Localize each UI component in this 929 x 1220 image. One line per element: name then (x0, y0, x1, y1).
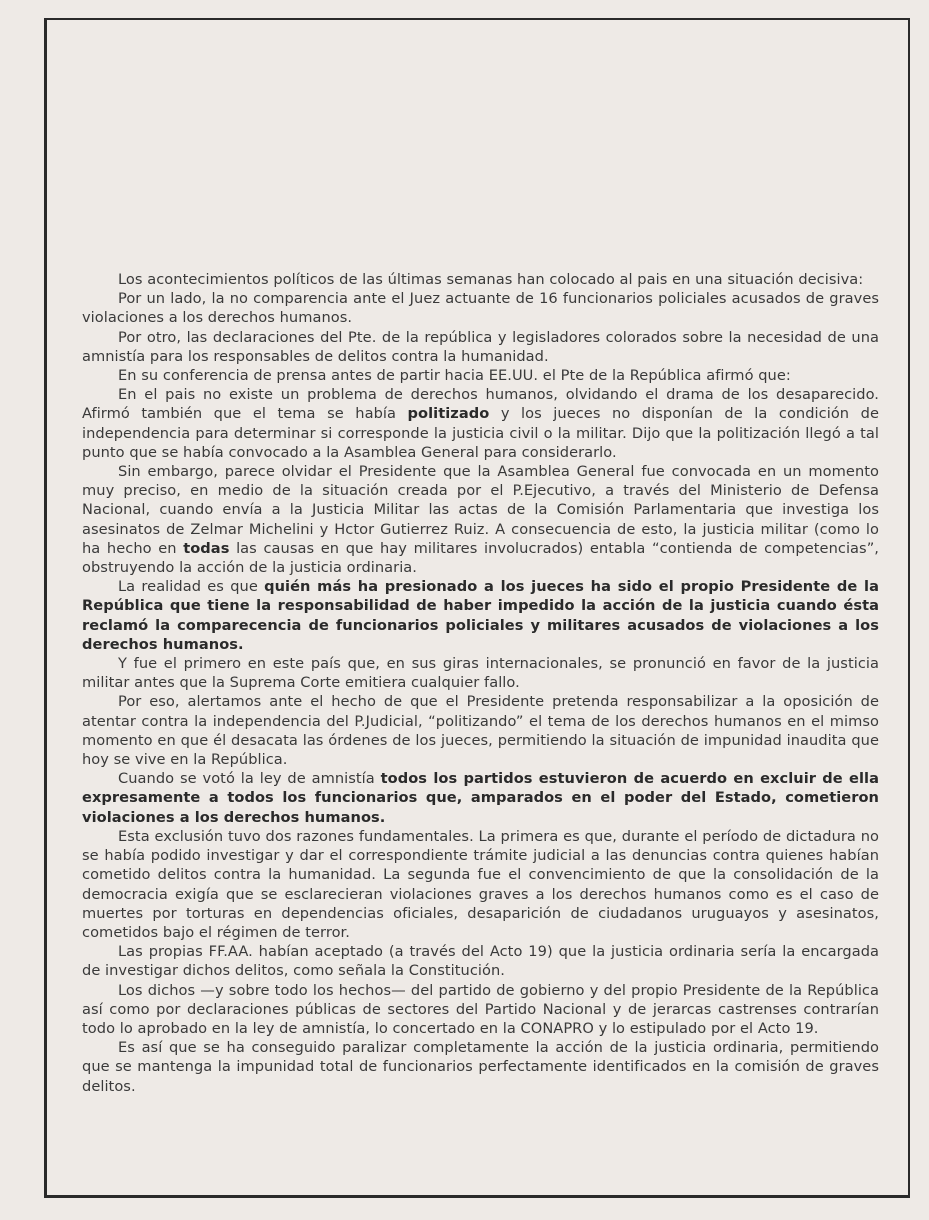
bold-text-run: todos los partidos estuvieron de acuerdo en excluir de ella expresamente a todos los funcionarios que, amparados en el poder del Estado, cometieron violaciones a los derechos humanos. (82, 770, 879, 826)
text-run: Los acontecimientos políticos de las últimas semanas han colocado al pais en una situación decisiva: (118, 271, 864, 288)
paragraph (82, 654, 879, 692)
text-run: Por eso, alertamos ante el hecho de que el Presidente pretenda responsabilizar a la oposición de atentar contra la independencia del P.Judicial, “politizando” el tema de los derechos humanos en el mimso momento en que él desacata las órdenes de los jueces, permitiendo la situación de impunidad inaudita que hoy se vive en la República. (82, 693, 879, 769)
text-run: En el pais no existe un problema de derechos humanos, olvidando el drama de los desaparecido. Afirmó también que el tema se había (82, 386, 879, 423)
text-run: Sin embargo, parece olvidar el Presidente que la Asamblea General fue convocada en un momento muy preciso, en medio de la situación creada por el P.Ejecutivo, a través del Ministerio de Defensa Nacional, cuando envía a la Justicia Militar las actas de la Comisión Parlamentaria que investiga los asesinatos de Zelmar Michelini y Hctor Gutierrez Ruiz. A consecuencia de esto, la justicia militar (como lo ha hecho en (82, 463, 879, 557)
text-run: Es así que se ha conseguido paralizar completamente la acción de la justicia ordinaria, permitiendo que se mantenga la impunidad total de funcionarios perfectamente identificados en la comisión de graves delitos. (82, 1039, 879, 1095)
document-body (82, 270, 879, 1096)
text-run: Y fue el primero en este país que, en sus giras internacionales, se pronunció en favor de la justicia militar antes que la Suprema Corte emitiera cualquier fallo. (82, 655, 879, 692)
text-run: En su conferencia de prensa antes de partir hacia EE.UU. el Pte de la República afirmó que: (118, 367, 791, 385)
paragraph (82, 385, 879, 462)
paragraph (82, 270, 879, 289)
text-run: Por un lado, la no comparencia ante el Juez actuante de 16 funcionarios policiales acusados de graves violaciones a los derechos humanos. (82, 290, 879, 327)
bold-text-run: todas (183, 539, 230, 557)
paragraph (82, 981, 879, 1039)
bold-text-run: politizado (407, 405, 490, 423)
paragraph (82, 769, 879, 827)
paragraph (82, 692, 879, 769)
bold-text-run: quién más ha presionado a los jueces ha sido el propio Presidente de la República que tiene la responsabilidad de haber impedido la acción de la justicia cuando ésta reclamó la comparecencia de funcionarios policiales y militares acusados de violaciones a los derechos humanos. (82, 578, 879, 653)
paragraph (82, 1038, 879, 1096)
paragraph (82, 462, 879, 577)
text-run: La realidad es que (118, 578, 265, 596)
paragraph (82, 328, 879, 366)
text-run: las causas en que hay militares involucrados) entabla “contienda de competencias”, obstruyendo la acción de la justicia ordinaria. (82, 539, 879, 577)
paragraph (82, 942, 879, 980)
text-run: Esta exclusión tuvo dos razones fundamentales. La primera es que, durante el período de dictadura no se había podido investigar y dar el correspondiente trámite judicial a las denuncias contra quienes habían cometido delitos contra la humanidad. La segunda fue el convencimiento de que la consolidación de la democracia exigía que se esclarecieran violaciones graves a los derechos humanos como es el caso de muertes por torturas en dependencias oficiales, desaparición de ciudadanos uruguayos y asesinatos, cometidos bajo el régimen de terror. (82, 827, 879, 941)
paragraph (82, 577, 879, 654)
text-run: Los dichos —y sobre todo los hechos— del partido de gobierno y del propio Presidente de la República así como por declaraciones públicas de sectores del Partido Nacional y de jerarcas castrenses contrarían todo lo aprobado en la ley de amnistía, lo concertado en la CONAPRO y lo estipulado por el Acto 19. (82, 981, 879, 1037)
paragraph (82, 366, 879, 385)
text-run: Por otro, las declaraciones del Pte. de la república y legisladores colorados sobre la necesidad de una amnistía para los responsables de delitos contra la humanidad. (82, 328, 879, 365)
text-run: y los jueces no disponían de la condición de independencia para determinar si corresponde la justicia civil o la militar. Dijo que la politización llegó a tal punto que se había convocado a la Asamblea General para considerarlo. (82, 405, 879, 461)
text-run: Las propias FF.AA. habían aceptado (a través del Acto 19) que la justicia ordinaria sería la encargada de investigar dichos delitos, como señala la Constitución. (82, 943, 879, 980)
paragraph (82, 827, 879, 942)
paragraph (82, 289, 879, 327)
text-run: Cuando se votó la ley de amnistía (118, 770, 381, 788)
